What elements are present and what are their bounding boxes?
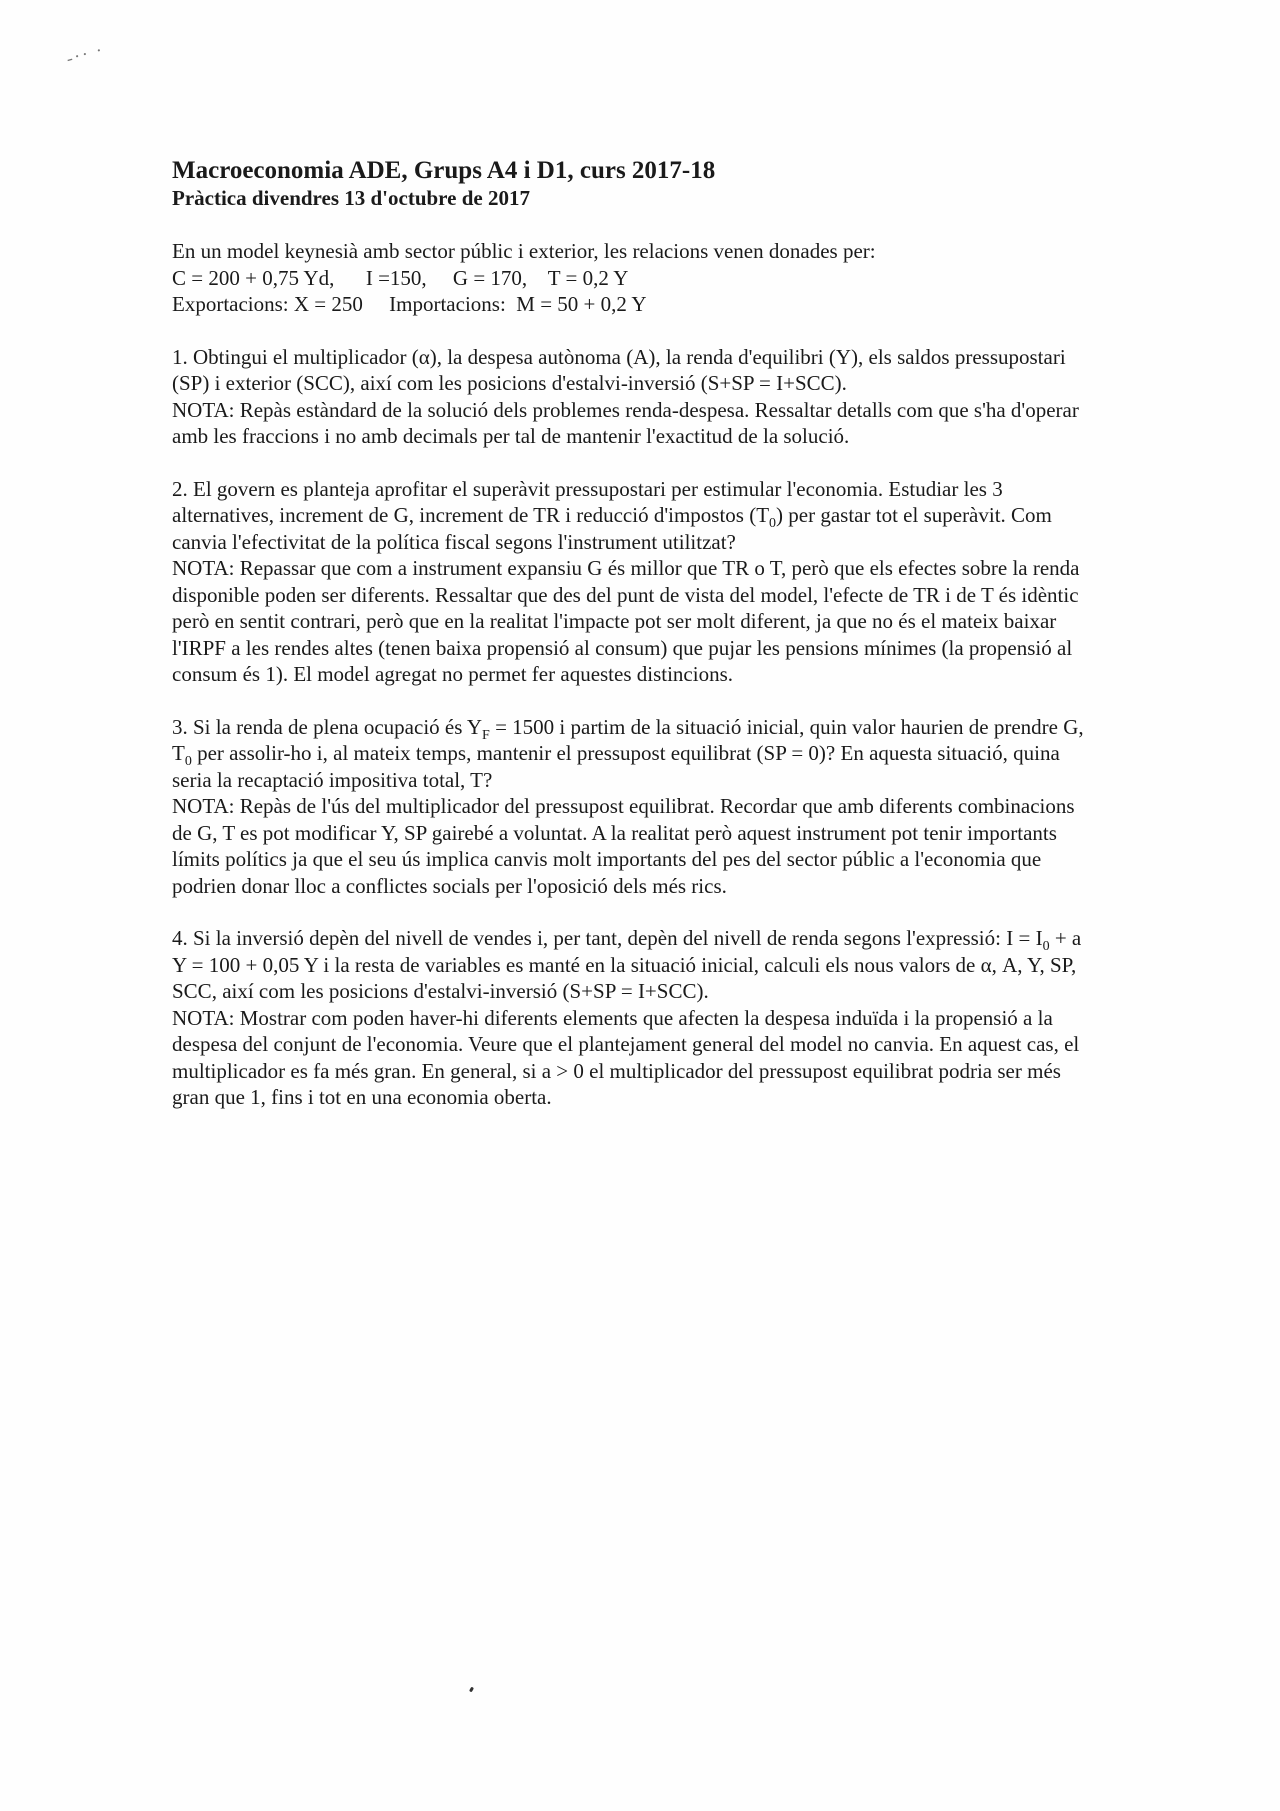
question-3 <box>172 714 1092 900</box>
question-text: 4. Si la inversió depèn del nivell de vendes i, per tant, depèn del nivell de renda segons l'expressió: $I = I_0 + a$ Y = 100 + 0,05 Y i la resta de variables es manté en la situació inicial, calculi els nous valors de α, A, Y, SP, SCC, així com les posicions d'estalvi-inversió (S+SP = I+SCC). <box>172 926 1082 1003</box>
scan-dot <box>469 1687 474 1693</box>
question-text: 3. Si la renda de plena ocupació és $Y_F = 1500$ i partim de la situació inicial, quin valor haurien de prendre G, $T_0$ per assolir-ho i, al mateix temps, mantenir el pressupost equilibrat (SP = 0)? En aquesta situació, quina seria la recaptació impositiva total, T? <box>172 714 1084 792</box>
question-note: NOTA: Mostrar com poden haver-hi diferents elements que afecten la despesa induïda i la propensió a la despesa del conjunt de l'economia. Veure que el plantejament general del model no canvia. En aquest cas, el multiplicador es fa més gran. En general, si a > 0 el multiplicador del pressupost equilibrat podria ser més gran que 1, fins i tot en una economia oberta. <box>172 1005 1080 1109</box>
intro-equations-2: Exportacions: X = 250 Importacions: M = 50 + 0,2 Y <box>172 292 647 316</box>
question-1 <box>172 344 1092 450</box>
intro-equations-1: C = 200 + 0,75 Yd, I =150, G = 170, T = 0,2 Y <box>172 265 629 290</box>
question-4 <box>172 925 1092 1111</box>
question-text: 2. El govern es planteja aprofitar el superàvit pressupostari per estimular l'economia. Estudiar les 3 alternatives, increment de G, increment de TR i reducció d'impostos $(T_0)$ per gastar tot el superàvit. Com canvia l'efectivitat de la política fiscal segons l'instrument utilitzat? <box>172 476 1052 554</box>
question-note: NOTA: Repàs de l'ús del multiplicador del pressupost equilibrat. Recordar que amb diferents combinacions de G, T es pot modificar Y, SP gairebé a voluntat. A la realitat però aquest instrument pot tenir importants límits polítics ja que el seu ús implica canvis molt importants del pes del sector públic a l'economia que podrien donar lloc a conflictes socials per l'oposició dels més rics. <box>172 794 1075 898</box>
question-text: 1. Obtingui el multiplicador (α), la despesa autònoma (A), la renda d'equilibri (Y), els saldos pressupostari (SP) i exterior (SCC), així com les posicions d'estalvi-inversió (S+SP = I+SCC). <box>172 344 1066 395</box>
intro-block <box>172 238 1092 318</box>
question-note: NOTA: Repàs estàndard de la solució dels problemes renda-despesa. Ressaltar detalls com que s'ha d'operar amb les fraccions i no amb decimals per tal de mantenir l'exactitud de la solució. <box>172 397 1079 448</box>
document-subtitle: Pràctica divendres 13 d'octubre de 2017 <box>172 186 530 210</box>
document-title: Macroeconomia ADE, Grups A4 i D1, curs 2017-18 <box>172 157 716 184</box>
scan-artifact: -·· · <box>63 39 107 69</box>
document-body <box>172 156 1092 1137</box>
question-note: NOTA: Repassar que com a instrument expansiu G és millor que TR o T, però que els efectes sobre la renda disponible poden ser diferents. Ressaltar que des del punt de vista del model, l'efecte de TR i de T és idèntic però en sentit contrari, però que en la realitat l'impacte pot ser molt diferent, ja que no és el mateix baixar l'IRPF a les rendes altes (tenen baixa propensió al consum) que pujar les pensions mínimes (la propensió al consum és 1). El model agregat no permet fer aquestes distincions. <box>172 556 1080 686</box>
question-2 <box>172 476 1092 688</box>
intro-text: En un model keynesià amb sector públic i exterior, les relacions venen donades per: <box>172 239 876 263</box>
